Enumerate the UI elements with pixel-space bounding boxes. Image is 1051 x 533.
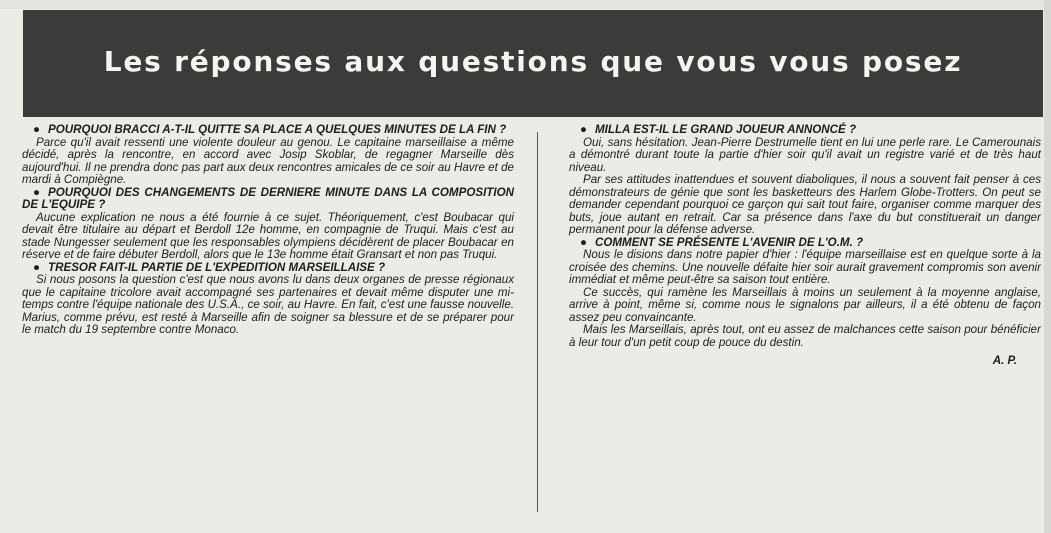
answer-paragraph — [22, 212, 514, 262]
bullet-icon: ● — [579, 123, 587, 136]
answer-text: Nous le disions dans notre papier d'hier : l'équipe marseillaise est en quelque sorte à la croisée des chemins. Une nouvelle défaite hier soir aurait gravement compromis son avenir immédiat et même peut-être sa saison tout entière. — [569, 248, 1041, 286]
bullet-icon: ● — [32, 185, 40, 199]
bullet-icon: ● — [32, 123, 40, 136]
answer-paragraph — [22, 274, 514, 337]
answer-text: Aucune explication ne nous a été fournie à ce sujet. Théoriquement, c'est Boubacar qui devait être titulaire au départ et Berdoll 12e homme, en compagnie de Truqui. Mais c'est au stade Nungesser seulement que les responsables olympiens décidèrent de placer Boubacar en réserve et de faire débuter Berdoll, alors que le 13e homme était Gransart et non pas Truqui. — [22, 210, 514, 261]
answer-paragraph — [569, 174, 1041, 237]
answer-text: Oui, sans hésitation. Jean-Pierre Destrumelle tient en lui une perle rare. Le Camerounais a démontré durant toute la partie d'hier soir qu'il avait un registre varié et de très haut niveau. — [569, 135, 1041, 174]
answer-paragraph — [22, 137, 514, 187]
answer-text: Si nous posons la question c'est que nous avons lu dans deux organes de presse régionaux que le capitaine tricolore avait accompagné ses partenaires et devait même disputer une mi-temps contre l'équipe nationale des U.S.A., ce soir, au Havre. En fait, c'est une fausse nouvelle. Marius, comme prévu, est resté à Marseille afin de soigner sa blessure et de se préparer pour le match du 19 septembre contre Monaco. — [22, 273, 514, 336]
question-text: MILLA EST-IL LE GRAND JOUEUR ANNONCÉ ? — [595, 123, 857, 136]
answer-paragraph — [569, 324, 1041, 349]
left-column — [22, 124, 514, 337]
author-signature: A. P. — [992, 354, 1017, 367]
question-text: TRESOR FAIT-IL PARTIE DE L'EXPEDITION MARSEILLAISE ? — [48, 260, 386, 274]
page-top-edge — [0, 0, 1051, 9]
right-column — [569, 124, 1041, 368]
page-right-edge — [1044, 0, 1051, 533]
headline-banner — [23, 10, 1043, 117]
answer-paragraph — [569, 137, 1041, 175]
answer-text: Par ses attitudes inattendues et souvent diaboliques, il nous a souvent fait penser à ces démonstrateurs de génie que sont les basketteurs des Harlem Globe-Trotters. On peut se demander cependant pourquoi ce garçon qui sait tout faire, organiser comme marquer des buts, joue autant en retrait. Car sa présence dans l'axe du but constituerait un danger permanent pour la défense adverse. — [569, 173, 1041, 236]
answer-text: Ce succès, qui ramène les Marseillais à moins un seulement à la moyenne anglaise, arrive à point, même si, comme nous le signalons par ailleurs, il a été obtenu de façon assez peu convaincante. — [569, 285, 1041, 324]
bullet-icon: ● — [579, 235, 587, 249]
answer-paragraph — [569, 287, 1041, 325]
question-text: COMMENT SE PRÉSENTE L'AVENIR DE L'O.M. ? — [595, 235, 864, 249]
question-text: POURQUOI DES CHANGEMENTS DE DERNIERE MINUTE DANS LA COMPOSITION DE L'EQUIPE ? — [22, 185, 514, 211]
column-divider — [537, 132, 538, 512]
answer-text: Parce qu'il avait ressenti une violente douleur au genou. Le capitaine marseillaise a même décidé, après la rencontre, en accord avec Josip Skoblar, de regagner Marseille dès aujourd'hui. Il ne prendra donc pas part aux deux rencontres amicales de ce soir au Havre et de mardi à Compiègne. — [22, 135, 514, 186]
question-heading — [22, 187, 514, 212]
answer-paragraph — [569, 249, 1041, 287]
headline-title: Les réponses aux questions que vous vous posez — [103, 45, 963, 78]
answer-text: Mais les Marseillais, après tout, ont eu assez de malchances cette saison pour bénéficier à leur tour d'un petit coup de pouce du destin. — [569, 323, 1041, 349]
bullet-icon: ● — [32, 260, 40, 274]
question-text: POURQUOI BRACCI A-T-IL QUITTE SA PLACE A QUELQUES MINUTES DE LA FIN ? — [48, 123, 507, 136]
